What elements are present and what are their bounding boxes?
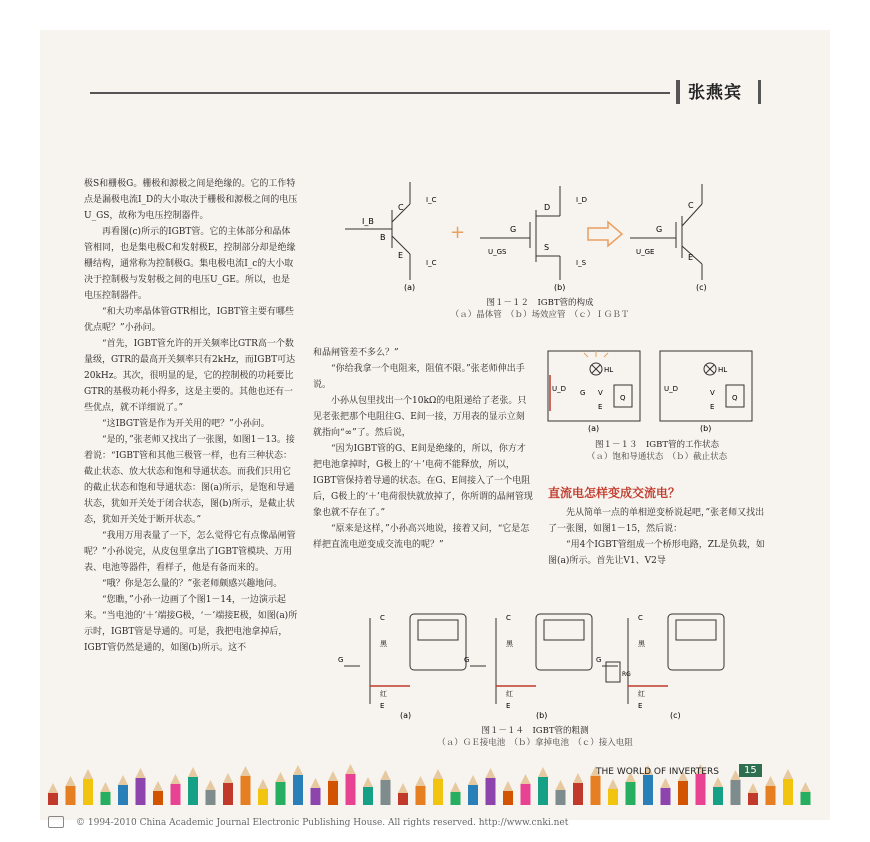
label-e2: E bbox=[688, 253, 694, 262]
label-g14c: G bbox=[596, 656, 602, 664]
label-ic: I_C bbox=[426, 196, 437, 204]
pencil-icon bbox=[748, 783, 758, 805]
page-number: 15 bbox=[739, 764, 762, 777]
paragraph: 再看图(c)所示的IGBT管。它的主体部分和晶体管相同，也是集电极C和发射极E，控制部分却是绝缘栅结构，通常称为控制极G。集电极电流I_c的大小取决于控制极与发射极之间的电压U_GE。所以，也是电压控制器件。 bbox=[84, 227, 296, 301]
figure-1-13-caption bbox=[548, 438, 766, 462]
label-hl-a: HL bbox=[604, 366, 614, 374]
section-heading: 直流电怎样变成交流电？ bbox=[548, 486, 681, 500]
fig12-subtitle: （ａ）晶体管 （ｂ）场效应管 （ｃ）ＩＧＢＴ bbox=[450, 310, 630, 320]
label-red-b: 红 bbox=[506, 690, 513, 698]
label-a14: (a) bbox=[400, 711, 412, 720]
label-black-c: 黑 bbox=[638, 640, 645, 648]
fig13-subtitle: （ａ）饱和导通状态 （ｂ）截止状态 bbox=[586, 452, 728, 462]
label-is: I_S bbox=[576, 259, 587, 267]
label-b: B bbox=[380, 233, 386, 242]
label-c14c: C bbox=[638, 614, 643, 622]
label-e-b: E bbox=[710, 403, 715, 411]
figure-1-13 bbox=[540, 345, 770, 439]
paragraph: “这IBGT管是作为开关用的吧？”小孙问。 bbox=[102, 419, 270, 429]
label-g-a: G bbox=[580, 389, 586, 397]
pencil-icon bbox=[346, 764, 356, 805]
pencil-icon bbox=[311, 778, 321, 805]
pencil-icon bbox=[801, 782, 811, 805]
pencil-icon bbox=[223, 773, 233, 805]
label-c: C bbox=[398, 203, 404, 212]
label-ib: I_B bbox=[362, 217, 374, 226]
paragraph: “您瞧，”小孙一边画了个图1－14，一边演示起来。“当电池的‘＋’端接G极，‘－’端接E极，如图(a)所示时，IGBT管是导通的。可是，我把电池拿掉后，IGBT管仍然是通的，如图(b)所示。这不 bbox=[84, 595, 298, 653]
paragraph: “用4个IGBT管组成一个桥形电路，ZL是负载，如图(a)所示。首先让V1、V2导 bbox=[548, 540, 765, 566]
header-rule bbox=[90, 92, 670, 94]
pencil-icon bbox=[83, 769, 93, 805]
pencil-icon bbox=[416, 776, 426, 805]
pencil-icon bbox=[153, 781, 163, 805]
pencil-icon bbox=[503, 781, 513, 805]
cnki-logo-icon bbox=[48, 816, 64, 828]
label-black-b: 黑 bbox=[506, 640, 513, 648]
pencil-icon bbox=[433, 769, 443, 805]
label-ic-2: I_C bbox=[426, 259, 437, 267]
paragraph: “因为IGBT管的G、E间是绝缘的，所以，你方才把电池拿掉时，G极上的‘＋’电荷不能释放，所以，IGBT管保持着导通的状态。在G、E间接入了一个电阻后，G极上的‘＋’电荷很快就放掉了，你所谓的晶闸管现象也就不存在了。” bbox=[313, 444, 533, 518]
label-d: D bbox=[544, 203, 551, 212]
pencil-icon bbox=[661, 778, 671, 805]
label-s: S bbox=[544, 243, 550, 252]
label-e14a: E bbox=[380, 702, 385, 710]
label-hl-b: HL bbox=[718, 366, 728, 374]
label-b13: (b) bbox=[700, 424, 712, 433]
figure-1-14 bbox=[330, 608, 740, 724]
paragraph: “是的，”张老师又找出了一张图，如图1－13。接着说：“IGBT管和其他三极管一样，也有三种状态：截止状态、放大状态和饱和导通状态。而我们只用它的截止状态和饱和导通状态：图(a)所示，是饱和导通状态，犹如开关处于闭合状态，图(b)所示，是截止状态，犹如开关处于断开状态。” bbox=[84, 435, 295, 525]
label-c14: (c) bbox=[670, 711, 681, 720]
label-a13: (a) bbox=[588, 424, 600, 433]
pencil-icon bbox=[328, 771, 338, 805]
fig12-title: 图１－１２ IGBT管的构成 bbox=[486, 298, 594, 308]
author-name: 张燕宾 bbox=[688, 83, 742, 103]
label-g: G bbox=[510, 225, 517, 234]
pencil-icon bbox=[381, 770, 391, 805]
pencil-icon bbox=[486, 768, 496, 805]
label-ud-a: U_D bbox=[552, 385, 567, 393]
label-g14b: G bbox=[464, 656, 470, 664]
label-g14a: G bbox=[338, 656, 344, 664]
paragraph: 小孙从包里找出一个10kΩ的电阻递给了老张。只见老张把那个电阻往G、E间一接，万用表的显示立刻就指向“∞”了。然后说， bbox=[313, 396, 527, 438]
paragraph: “首先，IGBT管允许的开关频率比GTR高一个数量级，GTR的最高开关频率只有2kHz，而IGBT可达20kHz。其次，很明显的是，它的控制极的功耗要比GTR的基极功耗小得多，这是主要的。其他也还有一些优点，就不详细说了。” bbox=[84, 339, 296, 413]
paragraph: 先从简单一点的单相逆变桥说起吧，”张老师又找出了一张图，如图1－15，然后说： bbox=[548, 508, 765, 534]
label-e14b: E bbox=[506, 702, 511, 710]
label-e: E bbox=[398, 251, 404, 260]
plus-sign: + bbox=[450, 222, 466, 243]
label-c-fig: (c) bbox=[696, 283, 707, 292]
pencil-icon bbox=[48, 783, 58, 805]
pencil-icon bbox=[398, 783, 408, 805]
pencil-icon bbox=[136, 768, 146, 805]
pencil-icon bbox=[538, 767, 548, 805]
paragraph: “我用万用表量了一下，怎么觉得它有点像晶闸管呢？”小孙说完，从皮包里拿出了IGBT管模块、万用表、电池等器件，看样子，他是有备而来的。 bbox=[84, 531, 296, 573]
fig13-title: 图１－１３ IGBT管的工作状态 bbox=[594, 440, 720, 450]
paragraph: “你给我拿一个电阻来，阻值不限。”张老师伸出手说。 bbox=[313, 364, 525, 390]
label-red-a: 红 bbox=[380, 690, 387, 698]
label-ud-b: U_D bbox=[664, 385, 679, 393]
pencil-icon bbox=[206, 780, 216, 805]
label-q-a: Q bbox=[620, 394, 626, 402]
pencil-icon bbox=[66, 776, 76, 805]
label-b14: (b) bbox=[536, 711, 548, 720]
label-ugs: U_GS bbox=[488, 248, 507, 256]
label-v-a: V bbox=[598, 389, 603, 397]
header-bar-left bbox=[676, 80, 680, 104]
figure-1-12-caption bbox=[420, 296, 660, 320]
copyright-notice: © 1994-2010 China Academic Journal Electronic Publishing House. All rights reserved. http://www.cnki.net bbox=[76, 818, 569, 828]
text-column-1 bbox=[84, 176, 298, 656]
label-g2: G bbox=[656, 225, 663, 234]
pencil-icon bbox=[713, 777, 723, 805]
label-c14b: C bbox=[506, 614, 511, 622]
label-black-a: 黑 bbox=[380, 640, 387, 648]
pencil-icon bbox=[171, 774, 181, 805]
paragraph: “和大功率晶体管GTR相比，IGBT管主要有哪些优点呢？”小孙问。 bbox=[84, 307, 294, 333]
magazine-title: THE WORLD OF INVERTERS bbox=[596, 767, 719, 777]
pencil-icon bbox=[276, 772, 286, 805]
pencil-icon bbox=[258, 779, 268, 805]
label-id: I_D bbox=[576, 196, 587, 204]
label-c14a: C bbox=[380, 614, 385, 622]
label-b-fig: (b) bbox=[554, 283, 566, 292]
fig14-title: 图１－１４ IGBT管的粗测 bbox=[481, 726, 589, 736]
label-q-b: Q bbox=[732, 394, 738, 402]
paragraph: “原来是这样，”小孙高兴地说，接着又问，“它是怎样把直流电逆变成交流电的呢？” bbox=[313, 524, 530, 550]
label-a: (a) bbox=[404, 283, 416, 292]
pencil-icon bbox=[521, 774, 531, 805]
pencil-icon bbox=[101, 782, 111, 805]
label-uge: U_GE bbox=[636, 248, 655, 256]
pencil-icon bbox=[363, 777, 373, 805]
label-red-c: 红 bbox=[638, 690, 645, 698]
label-e-a: E bbox=[598, 403, 603, 411]
paragraph: 极S和栅极G。栅极和源极之间是绝缘的。它的工作特点是漏极电流I_D的大小取决于栅极和源极之间的电压U_GS，故称为电压控制器件。 bbox=[84, 179, 298, 221]
pencil-icon bbox=[608, 779, 618, 805]
pencil-icon bbox=[468, 775, 478, 805]
pencil-icon bbox=[766, 776, 776, 805]
arrow-icon bbox=[588, 222, 622, 246]
paragraph: “哦？你是怎么量的？”张老师颇感兴趣地问。 bbox=[102, 579, 283, 589]
figure-1-12 bbox=[340, 180, 740, 299]
header-bar-right bbox=[758, 80, 761, 104]
pencil-icon bbox=[451, 782, 461, 805]
pencil-icon bbox=[556, 780, 566, 805]
label-rg: RG bbox=[622, 671, 631, 678]
label-v-b: V bbox=[710, 389, 715, 397]
fig14-subtitle: （ａ）ＧＥ接电池 （ｂ）拿掉电池 （ｃ）接入电阻 bbox=[437, 738, 633, 748]
label-c2: C bbox=[688, 201, 694, 210]
pencil-icon bbox=[573, 773, 583, 805]
pencil-icon bbox=[118, 775, 128, 805]
figure-1-14-caption bbox=[400, 724, 670, 748]
pencil-icon bbox=[783, 769, 793, 805]
pencil-icon bbox=[241, 766, 251, 805]
text-column-3 bbox=[548, 505, 770, 569]
pencil-icon bbox=[188, 767, 198, 805]
pencil-icon bbox=[293, 765, 303, 805]
text-column-2 bbox=[313, 345, 533, 553]
paragraph: 和晶闸管差不多么？” bbox=[313, 348, 399, 358]
label-e14c: E bbox=[638, 702, 643, 710]
